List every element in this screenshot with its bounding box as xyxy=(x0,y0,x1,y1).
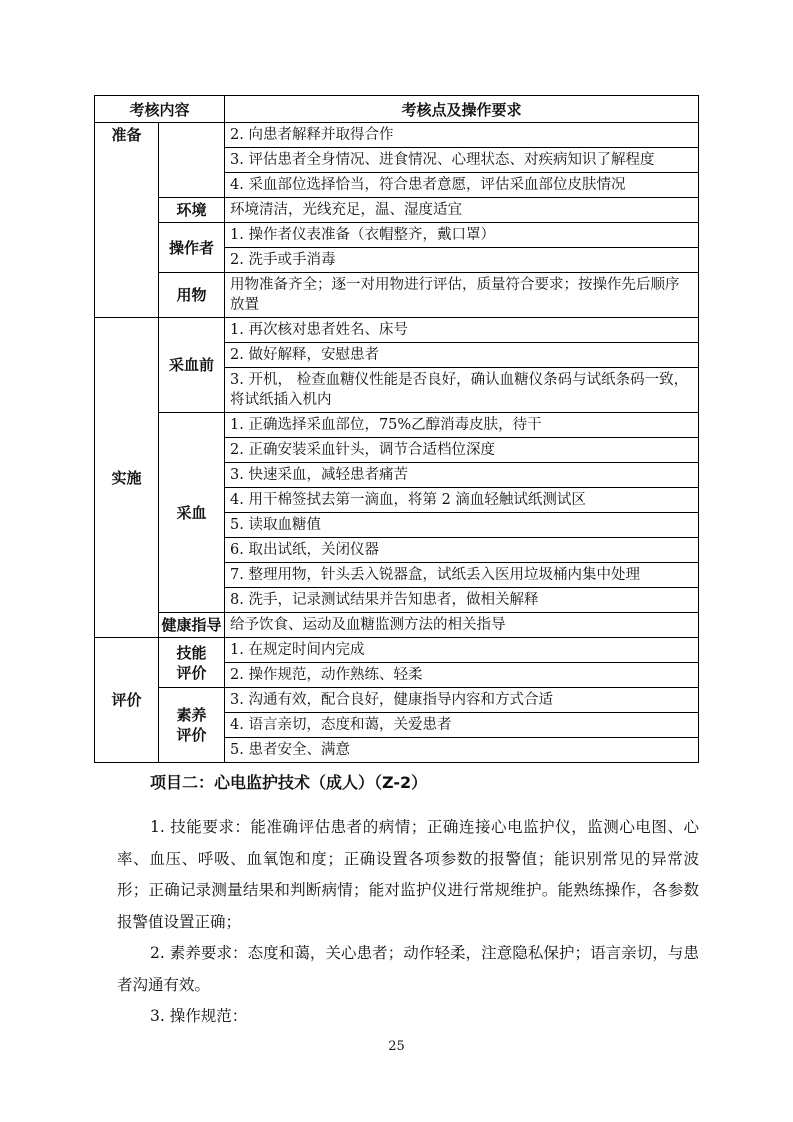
section-label: 实施 xyxy=(95,318,159,638)
group-label: 用物 xyxy=(159,273,225,318)
table-row xyxy=(95,223,699,248)
requirement-item: 2. 正确安装采血针头，调节合适档位深度 xyxy=(225,438,699,463)
group-label: 操作者 xyxy=(159,223,225,273)
requirement-item: 4. 用干棉签拭去第一滴血，将第 2 滴血轻触试纸测试区 xyxy=(225,488,699,513)
requirement-item: 2. 向患者解释并取得合作 xyxy=(225,123,699,148)
requirement-item: 4. 采血部位选择恰当，符合患者意愿，评估采血部位皮肤情况 xyxy=(225,173,699,198)
requirement-item: 2. 操作规范，动作熟练、轻柔 xyxy=(225,663,699,688)
requirement-item: 1. 在规定时间内完成 xyxy=(225,638,699,663)
paragraph-skill-requirements: 1. 技能要求：能准确评估患者的病情；正确连接心电监护仪，监测心电图、心率、血压、呼吸、血氧饱和度；正确设置各项参数的报警值；能识别常见的异常波形；正确记录测量结果和判断病情；能对监护仪进行常规维护。能熟练操作，各参数报警值设置正确； xyxy=(117,818,699,931)
table-row xyxy=(95,413,699,438)
requirement-item: 2. 做好解释，安慰患者 xyxy=(225,343,699,368)
requirement-item: 1. 正确选择采血部位，75%乙醇消毒皮肤，待干 xyxy=(225,413,699,438)
group-label: 采血 xyxy=(159,413,225,613)
group-label xyxy=(159,123,225,198)
requirement-item: 给予饮食、运动及血糖监测方法的相关指导 xyxy=(225,613,699,638)
requirement-item: 1. 再次核对患者姓名、床号 xyxy=(225,318,699,343)
requirement-item: 8. 洗手，记录测试结果并告知患者，做相关解释 xyxy=(225,588,699,613)
header-assessment-content: 考核内容 xyxy=(95,96,225,123)
requirement-item: 3. 开机， 检查血糖仪性能是否良好，确认血糖仪条码与试纸条码一致，将试纸插入机内 xyxy=(225,368,699,413)
table-row xyxy=(95,318,699,343)
group-label: 素养评价 xyxy=(159,688,225,763)
requirement-item: 5. 读取血糖值 xyxy=(225,513,699,538)
requirement-item: 6. 取出试纸，关闭仪器 xyxy=(225,538,699,563)
group-label: 技能评价 xyxy=(159,638,225,688)
requirement-item: 2. 洗手或手消毒 xyxy=(225,248,699,273)
requirement-item: 用物准备齐全；逐一对用物进行评估，质量符合要求；按操作先后顺序放置 xyxy=(225,273,699,318)
page-number: 25 xyxy=(388,1039,405,1054)
requirement-item: 3. 评估患者全身情况、进食情况、心理状态、对疾病知识了解程度 xyxy=(225,148,699,173)
section-heading: 项目二：心电监护技术（成人）（Z-2） xyxy=(150,773,428,792)
requirement-item: 3. 快速采血，减轻患者痛苦 xyxy=(225,463,699,488)
paragraph-quality-requirements: 2. 素养要求：态度和蔼，关心患者；动作轻柔，注意隐私保护；语言亲切，与患者沟通有效。 xyxy=(117,944,699,994)
group-label: 采血前 xyxy=(159,318,225,413)
assessment-table xyxy=(94,95,699,763)
requirement-item: 7. 整理用物，针头丢入锐器盒，试纸丢入医用垃圾桶内集中处理 xyxy=(225,563,699,588)
table-row xyxy=(95,613,699,638)
section-label: 评价 xyxy=(95,638,159,763)
requirement-item: 4. 语言亲切，态度和蔼，关爱患者 xyxy=(225,713,699,738)
group-label: 健康指导 xyxy=(159,613,225,638)
section-body xyxy=(117,812,699,1033)
section-label: 准备 xyxy=(95,123,159,318)
table-row xyxy=(95,638,699,663)
table-row xyxy=(95,123,699,148)
requirement-item: 1. 操作者仪表准备（衣帽整齐，戴口罩） xyxy=(225,223,699,248)
table-row xyxy=(95,688,699,713)
table-header-row xyxy=(95,96,699,123)
table-body xyxy=(95,123,699,763)
header-requirements: 考核点及操作要求 xyxy=(225,96,699,123)
requirement-item: 3. 沟通有效，配合良好，健康指导内容和方式合适 xyxy=(225,688,699,713)
table-row xyxy=(95,273,699,318)
table-row xyxy=(95,198,699,223)
requirement-item: 环境清洁，光线充足，温、湿度适宜 xyxy=(225,198,699,223)
group-label: 环境 xyxy=(159,198,225,223)
paragraph-operation-norms: 3. 操作规范： xyxy=(150,1007,248,1025)
requirement-item: 5. 患者安全、满意 xyxy=(225,738,699,763)
